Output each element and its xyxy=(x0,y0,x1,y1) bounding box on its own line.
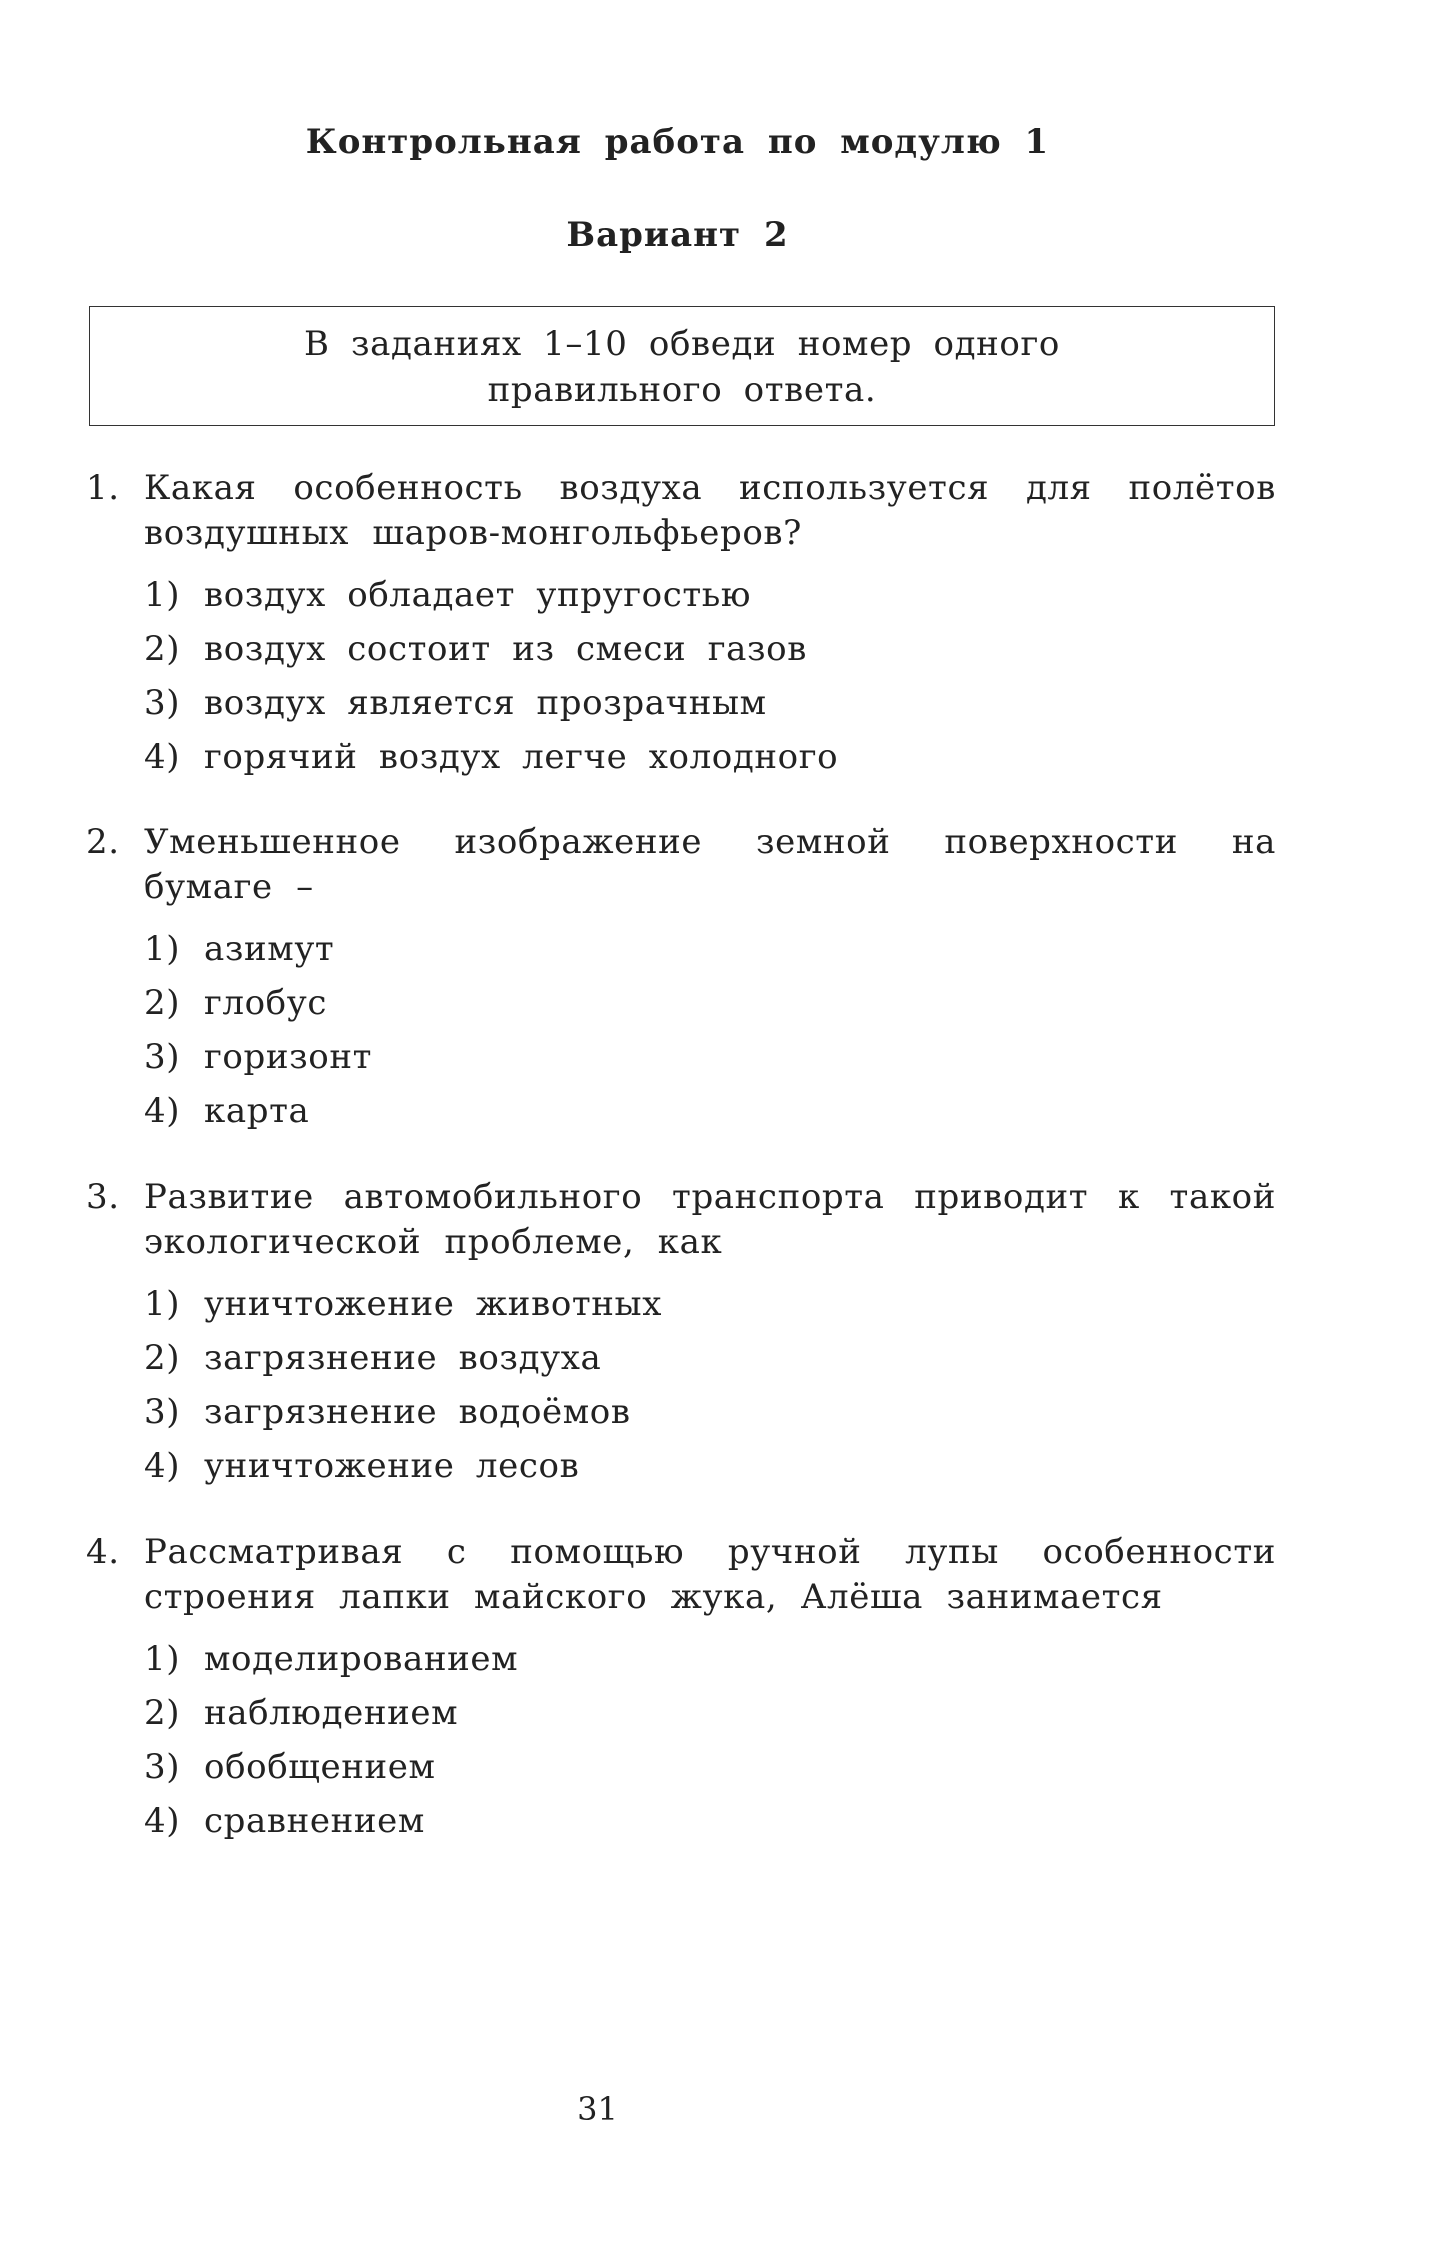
answer-options xyxy=(86,1277,1276,1493)
question-stem xyxy=(86,820,1276,910)
option-text: загрязнение воздуха xyxy=(204,1338,602,1378)
option-number: 3) xyxy=(144,1392,181,1432)
answer-option-3[interactable] xyxy=(144,1740,1276,1794)
answer-option-3[interactable] xyxy=(144,676,1276,730)
option-number: 4) xyxy=(144,737,181,777)
option-number: 4) xyxy=(144,1801,181,1841)
option-text: воздух состоит из смеси газов xyxy=(204,629,807,669)
answer-option-4[interactable] xyxy=(144,730,1276,784)
option-number: 2) xyxy=(144,983,181,1023)
question-4 xyxy=(86,1530,1276,1848)
option-number: 1) xyxy=(144,1639,181,1679)
option-text: уничтожение животных xyxy=(204,1284,662,1324)
page-number: 31 xyxy=(577,2090,618,2128)
question-2 xyxy=(86,820,1276,1138)
answer-options xyxy=(86,922,1276,1138)
question-text: Развитие автомобильного транспорта приводит к такой экологической проблеме, как xyxy=(144,1177,1276,1262)
answer-option-1[interactable] xyxy=(144,568,1276,622)
answer-option-1[interactable] xyxy=(144,1632,1276,1686)
option-text: карта xyxy=(204,1091,310,1131)
question-text: Рассматривая с помощью ручной лупы особенности строения лапки майского жука, Алёша занимается xyxy=(144,1532,1276,1617)
answer-options xyxy=(86,568,1276,784)
option-text: моделированием xyxy=(204,1639,519,1679)
instruction-line-2: правильного ответа. xyxy=(487,370,877,410)
variant-title: Вариант 2 xyxy=(566,215,789,255)
option-text: уничтожение лесов xyxy=(204,1446,580,1486)
question-1 xyxy=(86,466,1276,784)
question-stem xyxy=(86,1530,1276,1620)
answer-option-2[interactable] xyxy=(144,1686,1276,1740)
option-number: 1) xyxy=(144,1284,181,1324)
answer-option-4[interactable] xyxy=(144,1084,1276,1138)
question-number: 1. xyxy=(86,468,120,508)
question-number: 4. xyxy=(86,1532,120,1572)
option-text: обобщением xyxy=(204,1747,436,1787)
question-number: 3. xyxy=(86,1177,120,1217)
question-number: 2. xyxy=(86,822,120,862)
answer-option-3[interactable] xyxy=(144,1385,1276,1439)
option-text: воздух является прозрачным xyxy=(204,683,767,723)
instruction-box xyxy=(89,306,1275,426)
option-number: 3) xyxy=(144,683,181,723)
option-number: 3) xyxy=(144,1747,181,1787)
question-stem xyxy=(86,1175,1276,1265)
answer-option-4[interactable] xyxy=(144,1794,1276,1848)
answer-option-2[interactable] xyxy=(144,976,1276,1030)
answer-option-3[interactable] xyxy=(144,1030,1276,1084)
option-text: загрязнение водоёмов xyxy=(204,1392,631,1432)
option-number: 4) xyxy=(144,1091,181,1131)
option-number: 2) xyxy=(144,1693,181,1733)
option-number: 3) xyxy=(144,1037,181,1077)
option-number: 2) xyxy=(144,1338,181,1378)
option-text: сравнением xyxy=(204,1801,425,1841)
instruction-line-1: В заданиях 1–10 обведи номер одного xyxy=(304,324,1060,364)
question-3 xyxy=(86,1175,1276,1493)
answer-options xyxy=(86,1632,1276,1848)
option-text: горячий воздух легче холодного xyxy=(204,737,839,777)
option-text: азимут xyxy=(204,929,335,969)
option-text: воздух обладает упругостью xyxy=(204,575,752,615)
page-title: Контрольная работа по модулю 1 xyxy=(305,122,1050,162)
answer-option-1[interactable] xyxy=(144,922,1276,976)
option-number: 1) xyxy=(144,929,181,969)
option-text: наблюдением xyxy=(204,1693,459,1733)
answer-option-4[interactable] xyxy=(144,1439,1276,1493)
question-text: Какая особенность воздуха используется для полётов воздушных шаров-монгольфьеров? xyxy=(144,468,1276,553)
option-text: глобус xyxy=(204,983,327,1023)
question-text: Уменьшенное изображение земной поверхности на бумаге – xyxy=(144,822,1276,907)
option-number: 4) xyxy=(144,1446,181,1486)
answer-option-2[interactable] xyxy=(144,1331,1276,1385)
answer-option-2[interactable] xyxy=(144,622,1276,676)
option-text: горизонт xyxy=(204,1037,372,1077)
question-stem xyxy=(86,466,1276,556)
option-number: 2) xyxy=(144,629,181,669)
answer-option-1[interactable] xyxy=(144,1277,1276,1331)
option-number: 1) xyxy=(144,575,181,615)
